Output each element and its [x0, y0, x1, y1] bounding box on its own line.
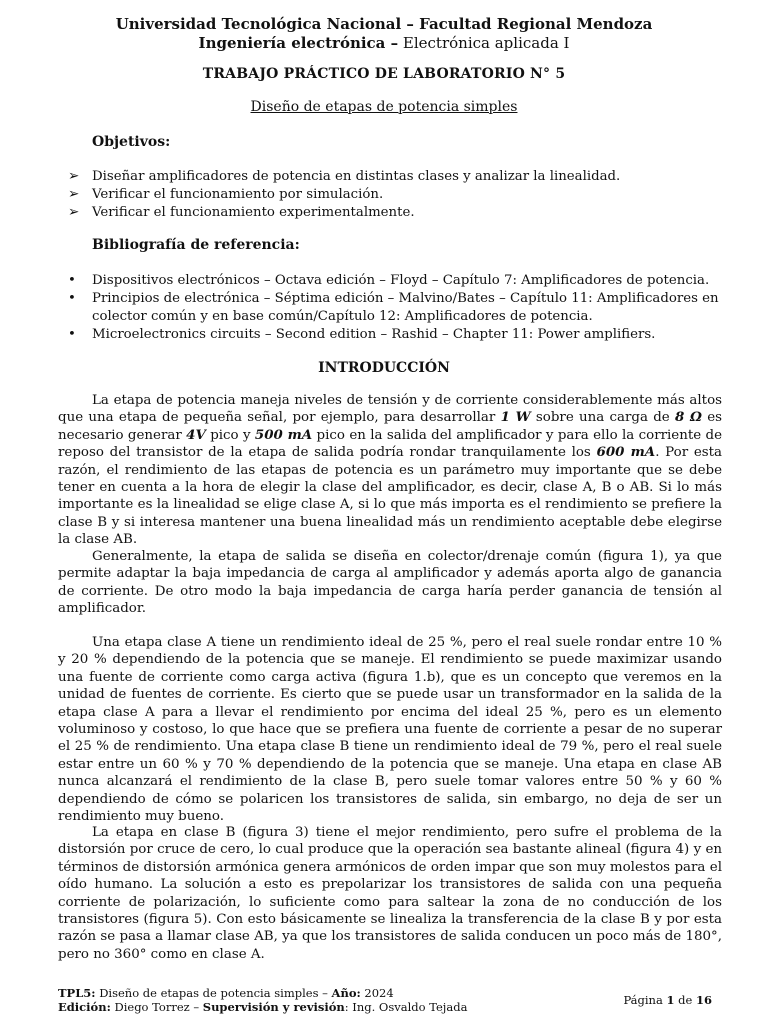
math-power: 1 W — [500, 409, 531, 426]
university-name: Universidad Tecnológica Nacional – Facultad Regional Mendoza — [115, 15, 653, 33]
bibliography-list — [60, 272, 725, 344]
intro-paragraph-3: Una etapa clase A tiene un rendimiento ideal de 25 %, pero el real suele rondar entre 10 % y 20 % dependiendo de la potencia que se maneje. El rendimiento se puede maximizar usando una fuente de corriente como carga activa (figura 1.b), que es un concepto que veremos en la unidad de fuentes de corriente. Es cierto que se puede usar un transformador en la salida de la etapa clase A para a llevar el rendimiento por encima del ideal 25 %, pero es un elemento voluminoso y costoso, lo que hace que se prefiera una fuente de corriente a pesar de no superar el 25 % de rendimiento. Una etapa clase B tiene un rendimiento ideal de 79 %, pero el real suele estar entre un 60 % y 70 % dependiendo de la potencia que se maneje. Una etapa en clase AB nunca alcanzará el rendimiento de la clase B, pero suele tomar valores entre 50 % y 60 % dependiendo de cómo se polaricen los transistores de salida, sin embargo, no deja de ser un rendimiento muy bueno. — [58, 635, 722, 825]
practice-subtitle: Diseño de etapas de potencia simples — [250, 99, 518, 115]
intro-paragraph-2: Generalmente, la etapa de salida se diseña en colector/drenaje común (figura 1), ya que permite adaptar la baja impedancia de carga al amplificador y además aporta algo de ganancia de corriente. De otro modo la baja impedancia de carga haría perder ganancia de tensión al amplificador. — [58, 549, 722, 617]
bibliography-item: • Dispositivos electrónicos – Octava edición – Floyd – Capítulo 7: Amplificadores de potencia. — [68, 273, 710, 288]
document-footer — [58, 986, 467, 1014]
career-name: Ingeniería electrónica – — [198, 34, 399, 52]
career-line — [0, 34, 768, 53]
objectives-list — [60, 168, 725, 222]
bullet-icon: • — [68, 273, 76, 288]
arrow-bullet-icon: ➢ — [68, 169, 80, 184]
bibliography-heading: Bibliografía de referencia: — [92, 237, 300, 253]
total-pages: 16 — [695, 993, 712, 1007]
page-number: Página 1 de 16 — [623, 993, 712, 1007]
footer-line-1: TPL5: Diseño de etapas de potencia simples – Año: 2024 — [58, 986, 394, 1000]
math-current-quiescent: 600 mA — [596, 444, 656, 461]
arrow-bullet-icon: ➢ — [68, 205, 80, 220]
objective-item: ➢ Diseñar amplificadores de potencia en distintas clases y analizar la linealidad. — [68, 169, 621, 184]
math-current-peak: 500 mA — [254, 426, 313, 443]
arrow-bullet-icon: ➢ — [68, 187, 80, 202]
practice-title: TRABAJO PRÁCTICO DE LABORATORIO N° 5 — [202, 66, 566, 82]
bullet-icon: • — [68, 327, 76, 342]
bibliography-item: • Principios de electrónica – Séptima edición – Malvino/Bates – Capítulo 11: Amplificadores en colector común y en base común/Capítulo 12: Amplificadores de potencia. — [68, 291, 719, 324]
objective-item: ➢ Verificar el funcionamiento experimentalmente. — [68, 205, 415, 220]
document-header — [0, 15, 768, 53]
bibliography-item: • Microelectronics circuits – Second edition – Rashid – Chapter 11: Power amplifiers. — [68, 327, 656, 342]
objectives-heading: Objetivos: — [92, 134, 171, 150]
intro-paragraph-1: La etapa de potencia maneja niveles de tensión y de corriente considerablemente más altos que una etapa de pequeña señal, por ejemplo, para desarrollar 1 W sobre una carga de 8 Ω es necesario generar 4V pico y 500 mA pico en la salida del amplificador y para ello la corriente de reposo del transistor de la etapa de salida podría rondar tranquilamente los 600 mA. Por esta razón, el rendimiento de las etapas de potencia es un parámetro muy importante que se debe tener en cuenta a la hora de elegir la clase del amplificador, es decir, clase A, B o AB. Si lo más importante es la linealidad se elige clase A, si lo que más importa es el rendimiento se prefiere la clase B y si interesa mantener una buena linealidad más un rendimiento aceptable debe elegirse la clase AB. — [58, 393, 722, 548]
introduction-heading: INTRODUCCIÓN — [318, 360, 450, 376]
subject-name: Electrónica aplicada I — [402, 34, 570, 52]
math-voltage: 4V — [186, 426, 206, 443]
footer-line-2: Edición: Diego Torrez – Supervisión y revisión: Ing. Osvaldo Tejada — [58, 1000, 468, 1014]
intro-paragraph-4: La etapa en clase B (figura 3) tiene el mejor rendimiento, pero sufre el problema de la distorsión por cruce de cero, lo cual produce que la operación sea bastante alineal (figura 4) y en términos de distorsión armónica genera armónicos de orden impar que son muy molestos para el oído humano. La solución a esto es prepolarizar los transistores de salida con una pequeña corriente de polarización, lo suficiente como para saltear la zona de no conducción de los transistores (figura 5). Con esto básicamente se linealiza la transferencia de la clase B y por esta razón se pasa a llamar clase AB, ya que los transistores de salida conducen un poco más de 180°, pero no 360° como en clase A. — [58, 825, 722, 962]
objective-item: ➢ Verificar el funcionamiento por simulación. — [68, 187, 384, 202]
current-page: 1 — [666, 993, 675, 1007]
bullet-icon: • — [68, 291, 76, 306]
math-load: 8 Ω — [675, 409, 702, 426]
